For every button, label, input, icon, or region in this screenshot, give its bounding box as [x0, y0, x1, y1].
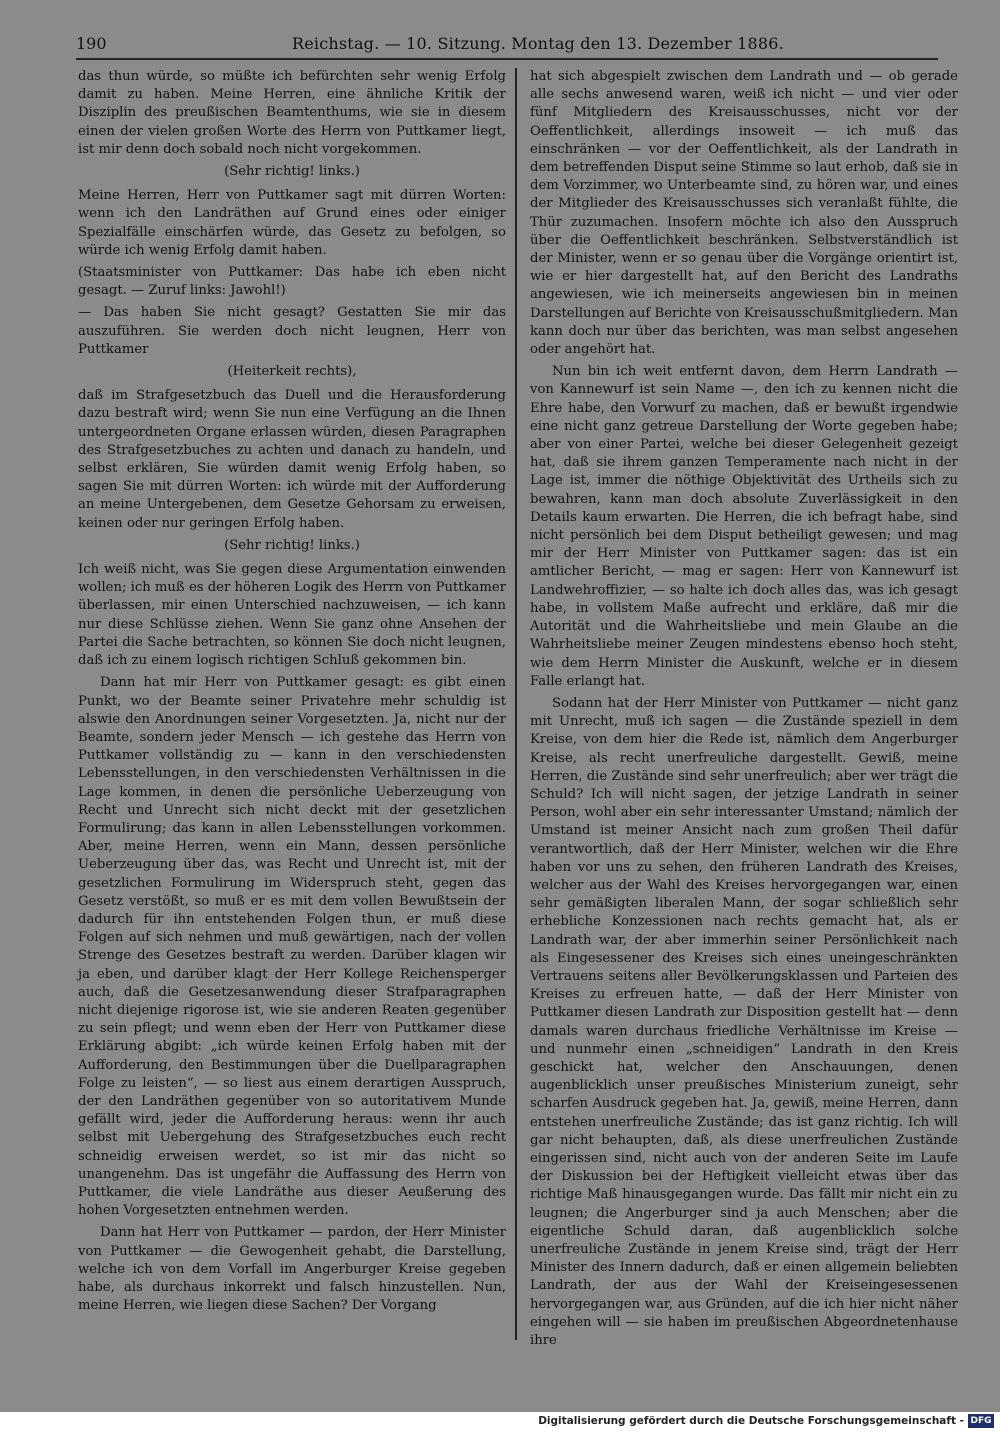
paragraph: daß im Strafgesetzbuch das Duell und die Herausforderung dazu bestraft wird; wenn Sie nun eine Verfügung an die Ihnen untergeordneten Organe erlassen würden, diesen Paragraphen des Strafgesetzbuches zu achten und danach zu handeln, und selbst erklären, Sie würden damit wenig Erfolg haben, so sagen Sie mit dürren Worten: ich würde mit der Aufforderung an meine Untergebenen, dem Gesetze Gehorsam zu erweisen, keinen oder nur geringen Erfolg haben. — [78, 388, 506, 531]
right-column — [530, 68, 958, 1354]
paragraph: Dann hat mir Herr von Puttkamer gesagt: es gibt einen Punkt, wo der Beamte seiner Privatehre mehr schuldig ist alswie den Anordnungen seiner Vorgesetzten. Ja, nicht nur der Beamte, sondern jeder Mensch — ich gestehe das Herrn von Puttkamer vollständig zu — kann in den verschiedensten Lebensstellungen, in den verschiedensten Verhältnissen in die Lage kommen, in denen die persönliche Ueberzeugung von Recht und Unrecht sich nicht deckt mit der gesetzlichen Formulirung; das kann in allen Lebensstellungen vorkommen. Aber, meine Herren, wenn ein Mann, dessen persönliche Ueberzeugung über das, was Recht und Unrecht ist, mit der gesetzlichen Formulirung im Widerspruch steht, gegen das Gesetz verstößt, so muß er es mit dem vollen Bewußtsein der dadurch für ihn entstehenden Folgen thun, er muß diese Folgen auf sich nehmen und muß gewärtigen, nach der vollen Strenge des Gesetzes bestraft zu werden. Darüber klagen wir ja eben, und darüber klagt der Herr Kollege Reichensperger auch, daß die Gesetzesanwendung dieser Strafparagraphen nicht diejenige rigorose ist, wie sie anderen Reaten gegenüber zu sein pflegt; und wenn eben der Herr von Puttkamer diese Erklärung abgibt: „ich würde keinen Erfolg haben mit der Aufforderung, den Bestimmungen über die Duellparagraphen Folge zu leisten“, — so liest aus einem derartigen Ausspruch, der den Landräthen gegenüber von so autoritativem Munde gefällt wird, jeder die Aufforderung heraus: wenn ihr auch selbst mit Uebergehung des Strafgesetzbuches euch recht schneidig erweisen werdet, so ist mir das nicht so unangenehm. Das ist ungefähr die Auffassung des Herrn von Puttkamer, die viele Landräthe aus dieser Aeußerung des hohen Vorgesetzten entnehmen werden. — [78, 675, 506, 1219]
running-title: Reichstag. — 10. Sitzung. Montag den 13. Dezember 1886. — [292, 34, 784, 53]
paragraph: Dann hat Herr von Puttkamer — pardon, der Herr Minister von Puttkamer — die Gewogenheit gehabt, die Darstellung, welche ich von dem Vorfall im Angerburger Kreise gegeben habe, als durchaus inkorrekt und falsch hinzustellen. Nun, meine Herren, wie liegen diese Sachen? Der Vorgang — [78, 1225, 506, 1314]
paragraph: Nun bin ich weit entfernt davon, dem Herrn Landrath — von Kannewurf ist sein Name —, den ich zu kennen nicht die Ehre habe, den Vorwurf zu machen, daß er bewußt irgendwie eine nicht ganz getreue Darstellung der Worte gegeben habe; aber von einer Partei, welche bei dieser Gelegenheit gezeigt hat, daß sie ihrem ganzen Temperamente nach nicht in der Lage ist, immer die nöthige Objektivität des Urtheils sich zu bewahren, kann man doch absolute Zuverlässigkeit in den Details kaum erwarten. Die Herren, die ich befragt habe, sind nicht persönlich bei dem Disput betheiligt gewesen; und mag mir der Herr Minister von Puttkamer sagen: das ist ein amtlicher Bericht, — mag er sagen: Herr von Kannewurf ist Landwehroffizier, — so halte ich doch alles das, was ich gesagt habe, in vollstem Maße aufrecht und erkläre, daß mir die Autorität und die Wahrheitsliebe und mein Glaube an die Wahrheitsliebe meiner Zeugen mindestens ebenso hoch steht, wie dem Herrn Minister die Auskunft, welche er in diesem Falle erlangt hat. — [530, 364, 958, 689]
interjection: (Sehr richtig! links.) — [224, 164, 360, 180]
page-number: 190 — [76, 34, 107, 53]
footer — [0, 1412, 1000, 1432]
paragraph: das thun würde, so müßte ich befürchten sehr wenig Erfolg damit zu haben. Meine Herren, eine ähnliche Kritik der Disziplin des preußischen Beamtenthums, wie sie in diesem einen der vielen großen Worte des Herrn von Puttkamer liegt, ist mir denn doch sobald noch nicht vorgekommen. — [78, 69, 506, 157]
interjection: (Sehr richtig! links.) — [224, 537, 360, 553]
paragraph: Sodann hat der Herr Minister von Puttkamer — nicht ganz mit Unrecht, muß ich sagen — die Zustände speziell in dem Kreise, von dem hier die Rede ist, nämlich dem Angerburger Kreise, als recht unerfreuliche dargestellt. Gewiß, meine Herren, die Zustände sind sehr unerfreulich; aber wer trägt die Schuld? Ich will nicht sagen, der jetzige Landrath in seiner Person, wohl aber ein sehr interessanter Umstand; nämlich der Umstand ist meiner Ansicht nach zum großen Theil dafür verantwortlich, daß der Herr Minister, welchen wir die Ehre haben vor uns zu sehen, den früheren Landrath des Kreises, welcher aus der Wahl des Kreises hervorgegangen war, einen sehr gemäßigten liberalen Mann, der sogar schließlich sehr erhebliche Konzessionen nach rechts gemacht hat, als er Landrath war, der aber immerhin seiner Persönlichkeit nach als Eingesessener des Kreises sich eines uneingeschränkten Vertrauens seitens aller Bevölkerungsklassen und Parteien des Kreises zu erfreuen hatte, — daß der Herr Minister von Puttkamer diesen Landrath zur Disposition gestellt hat — denn damals waren durchaus friedliche Verhältnisse im Kreise — und nunmehr einen „schneidigen“ Landrath in den Kreis geschickt hat, welcher den Anschauungen, denen augenblicklich unser preußisches Ministerium zuneigt, sehr scharfen Ausdruck gegeben hat. Ja, gewiß, meine Herren, dann entstehen unerfreuliche Zustände; das ist ganz richtig. Ich will gar nicht behaupten, daß, als diese unerfreulichen Zustände eingerissen sind, nicht auch von der anderen Seite im Laufe der Diskussion bei der Heftigkeit vielleicht etwas über das richtige Maß hinausgegangen wurde. Das fällt mir nicht ein zu leugnen; die Angerburger sind ja auch Menschen; aber die eigentliche Schuld daran, daß augenblicklich solche unerfreuliche Zustände in jenem Kreise sind, trägt der Herr Minister des Innern dadurch, daß er einen allgemein beliebten Landrath, der aus der Wahl der Kreiseingesessenen hervorgegangen war, aus Gründen, auf die ich hier nicht näher eingehen will — sie haben im preußischen Abgeordnetenhause ihre — [530, 695, 958, 1349]
page-header — [76, 34, 938, 60]
paragraph: Ich weiß nicht, was Sie gegen diese Argumentation einwenden wollen; ich muß es der höheren Logik des Herrn von Puttkamer überlassen, mir einen Unterschied nachzuweisen, — ich kann nur diese Schlüsse ziehen. Wenn Sie ganz ohne Ansehen der Partei die Sache betrachten, so können Sie doch nicht leugnen, daß ich zu einem logisch richtigen Schluß gekommen bin. — [78, 562, 506, 669]
left-column — [78, 68, 506, 1319]
paragraph: (Staatsminister von Puttkamer: Das habe ich eben nicht gesagt. — Zuruf links: Jawohl!) — [78, 265, 506, 299]
paragraph: hat sich abgespielt zwischen dem Landrath und — ob gerade alle sechs anwesend waren, weiß ich nicht — und vier oder fünf Mitgliedern des Kreisausschusses, nicht vor der Oeffentlichkeit, allerdings insoweit — ich muß das einschränken — vor der Oeffentlichkeit, als der Landrath in dem betreffenden Disput seine Stimme so laut erhob, daß sie in dem Vorzimmer, wo Unterbeamte sind, zu hören war, und eines der Mitglieder des Kreisausschusses sich veranlaßt fühlte, die Thür zuzumachen. Insofern möchte ich also den Ausspruch über die Oeffentlichkeit beschränken. Selbstverständlich ist der Minister, wenn er so genau über die Vorgänge orientirt ist, wie er hier dargestellt hat, auf den Bericht des Landraths angewiesen, wie ich meinerseits angewiesen bin in meinen Darstellungen auf Berichte von Kreisausschußmitgliedern. Man kann doch nur über das berichten, was man selbst angesehen oder angehört hat. — [530, 69, 958, 358]
digitization-credit: Digitalisierung gefördert durch die Deutsche Forschungsgemeinschaft - — [538, 1415, 964, 1427]
interjection: (Heiterkeit rechts), — [227, 364, 357, 380]
paragraph: — Das haben Sie nicht gesagt? Gestatten Sie mir das auszuführen. Sie werden doch nicht leugnen, Herr von Puttkamer — [78, 305, 506, 357]
dfg-logo: DFG — [968, 1414, 994, 1428]
header-rule — [76, 58, 938, 60]
column-divider — [515, 68, 517, 1340]
paragraph: Meine Herren, Herr von Puttkamer sagt mit dürren Worten: wenn ich den Landräthen auf Grund eines oder einiger Spezialfälle einschärfen würde, das Gesetz zu befolgen, so würde ich wenig Erfolg damit haben. — [78, 188, 506, 258]
